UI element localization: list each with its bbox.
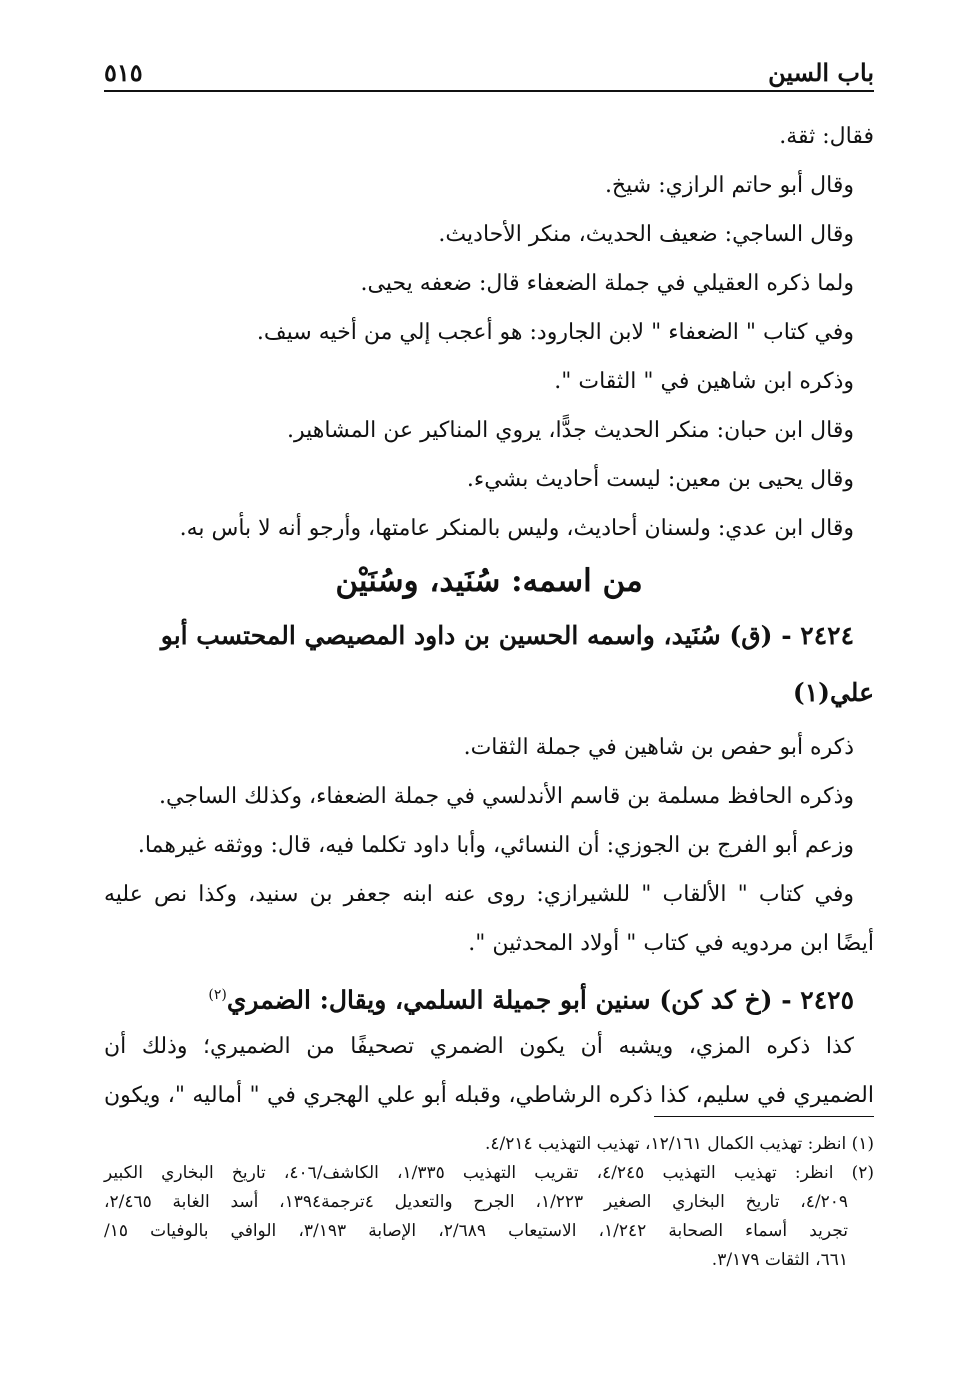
entry-2424-heading xyxy=(104,609,874,663)
footnote-2: (٢) انظر: تهذيب التهذيب ٤/٢٤٥، تقريب التهذيب ١/٣٣٥، الكاشف/٤٠٦، تاريخ البخاري الكبير xyxy=(104,1163,874,1183)
section-heading: من اسمه: سُنَيد، وسُنَيْن xyxy=(335,563,643,599)
entry-heading-text: ٢٤٢٥ - (خ كد كن) سنين أبو جميلة السلمي، ويقال: الضمري xyxy=(226,985,854,1015)
text-line: وقال أبو حاتم الرازي: شيخ. xyxy=(604,173,854,198)
text-line: الضميري في سليم، كذا ذكره الرشاطي، وقبله أبو علي الهجري في " أماليه "، ويكون xyxy=(104,1083,874,1108)
footnote-1: (١) انظر: تهذيب الكمال ١٢/١٦١، تهذيب التهذيب ٤/٢١٤. xyxy=(484,1134,874,1154)
book-page xyxy=(104,0,874,1376)
text-line: كذا ذكره المزي، ويشبه أن يكون الضمري تصحيفًا من الضميري؛ وذلك أن xyxy=(104,1034,854,1059)
entry-2424-heading-cont xyxy=(104,663,874,723)
text-line: وقال ابن عدي: ولسنان أحاديث، وليس بالمنكر عامتها، وأرجو أنه لا بأس به. xyxy=(179,516,854,541)
main-text xyxy=(104,112,874,1120)
entry-heading-text: علي xyxy=(829,678,874,707)
text-line: وفي كتاب " الضعفاء " لابن الجارود: هو أعجب إلي من أخيه سيف. xyxy=(256,320,854,345)
entry-heading-text: ٢٤٢٤ - (ق) سُنَيد، واسمه الحسين بن داود المصيصي المحتسب أبو xyxy=(160,621,854,650)
footnote-2-line: تجريد أسماء الصحابة ١/٢٤٢، الاستيعاب ٢/٦٨٩، الإصابة ٣/١٩٣، الوافي بالوفيات ١٥/ xyxy=(104,1221,848,1241)
text-line: وذكره ابن شاهين في " الثقات ". xyxy=(554,369,854,394)
text-line: وقال يحيى بن معين: ليست أحاديث بشيء. xyxy=(466,467,854,492)
header-divider xyxy=(104,90,874,92)
text-line: ولما ذكره العقيلي في جملة الضعفاء قال: ضعفه يحيى. xyxy=(360,271,854,296)
entry-2425-heading xyxy=(104,968,874,1022)
footnote-marker: (٢) xyxy=(208,987,227,1003)
footnote-marker: (١) xyxy=(792,678,830,707)
chapter-title: باب السين xyxy=(768,58,874,87)
footnote-2-line: ٦٦١، الثقات ٣/١٧٩. xyxy=(711,1250,848,1270)
footnotes xyxy=(104,1130,874,1275)
footnote-2-line: ٤/٢٠٩، تاريخ البخاري الصغير ١/٢٢٣، الجرح والتعديل ٤ترجمة١٣٩٤، أسد الغابة ٢/٤٦٥، xyxy=(104,1192,848,1212)
running-header xyxy=(104,48,874,90)
text-line: فقال: ثقة. xyxy=(779,124,874,149)
text-line: وفي كتاب " الألقاب " للشيرازي: روى عنه ابنه جعفر بن سنيد، وكذا نص عليه xyxy=(104,882,854,907)
text-line: وقال ابن حبان: منكر الحديث جدًّا، يروي المناكير عن المشاهير. xyxy=(287,418,854,443)
text-line: وذكره الحافظ مسلمة بن قاسم الأندلسي في جملة الضعفاء، وكذلك الساجي. xyxy=(159,784,854,809)
text-line: أيضًا ابن مردويه في كتاب " أولاد المحدثين ". xyxy=(468,931,874,956)
text-line: ذكره أبو حفص بن شاهين في جملة الثقات. xyxy=(463,735,854,760)
footnote-divider xyxy=(654,1116,874,1117)
text-line: وزعم أبو الفرج بن الجوزي: أن النسائي، وأبا داود تكلما فيه، قال: ووثقه غيرهما. xyxy=(137,833,854,858)
text-line: وقال الساجي: ضعيف الحديث، منكر الأحاديث. xyxy=(438,222,854,247)
page-number: ٥١٥ xyxy=(104,58,143,87)
